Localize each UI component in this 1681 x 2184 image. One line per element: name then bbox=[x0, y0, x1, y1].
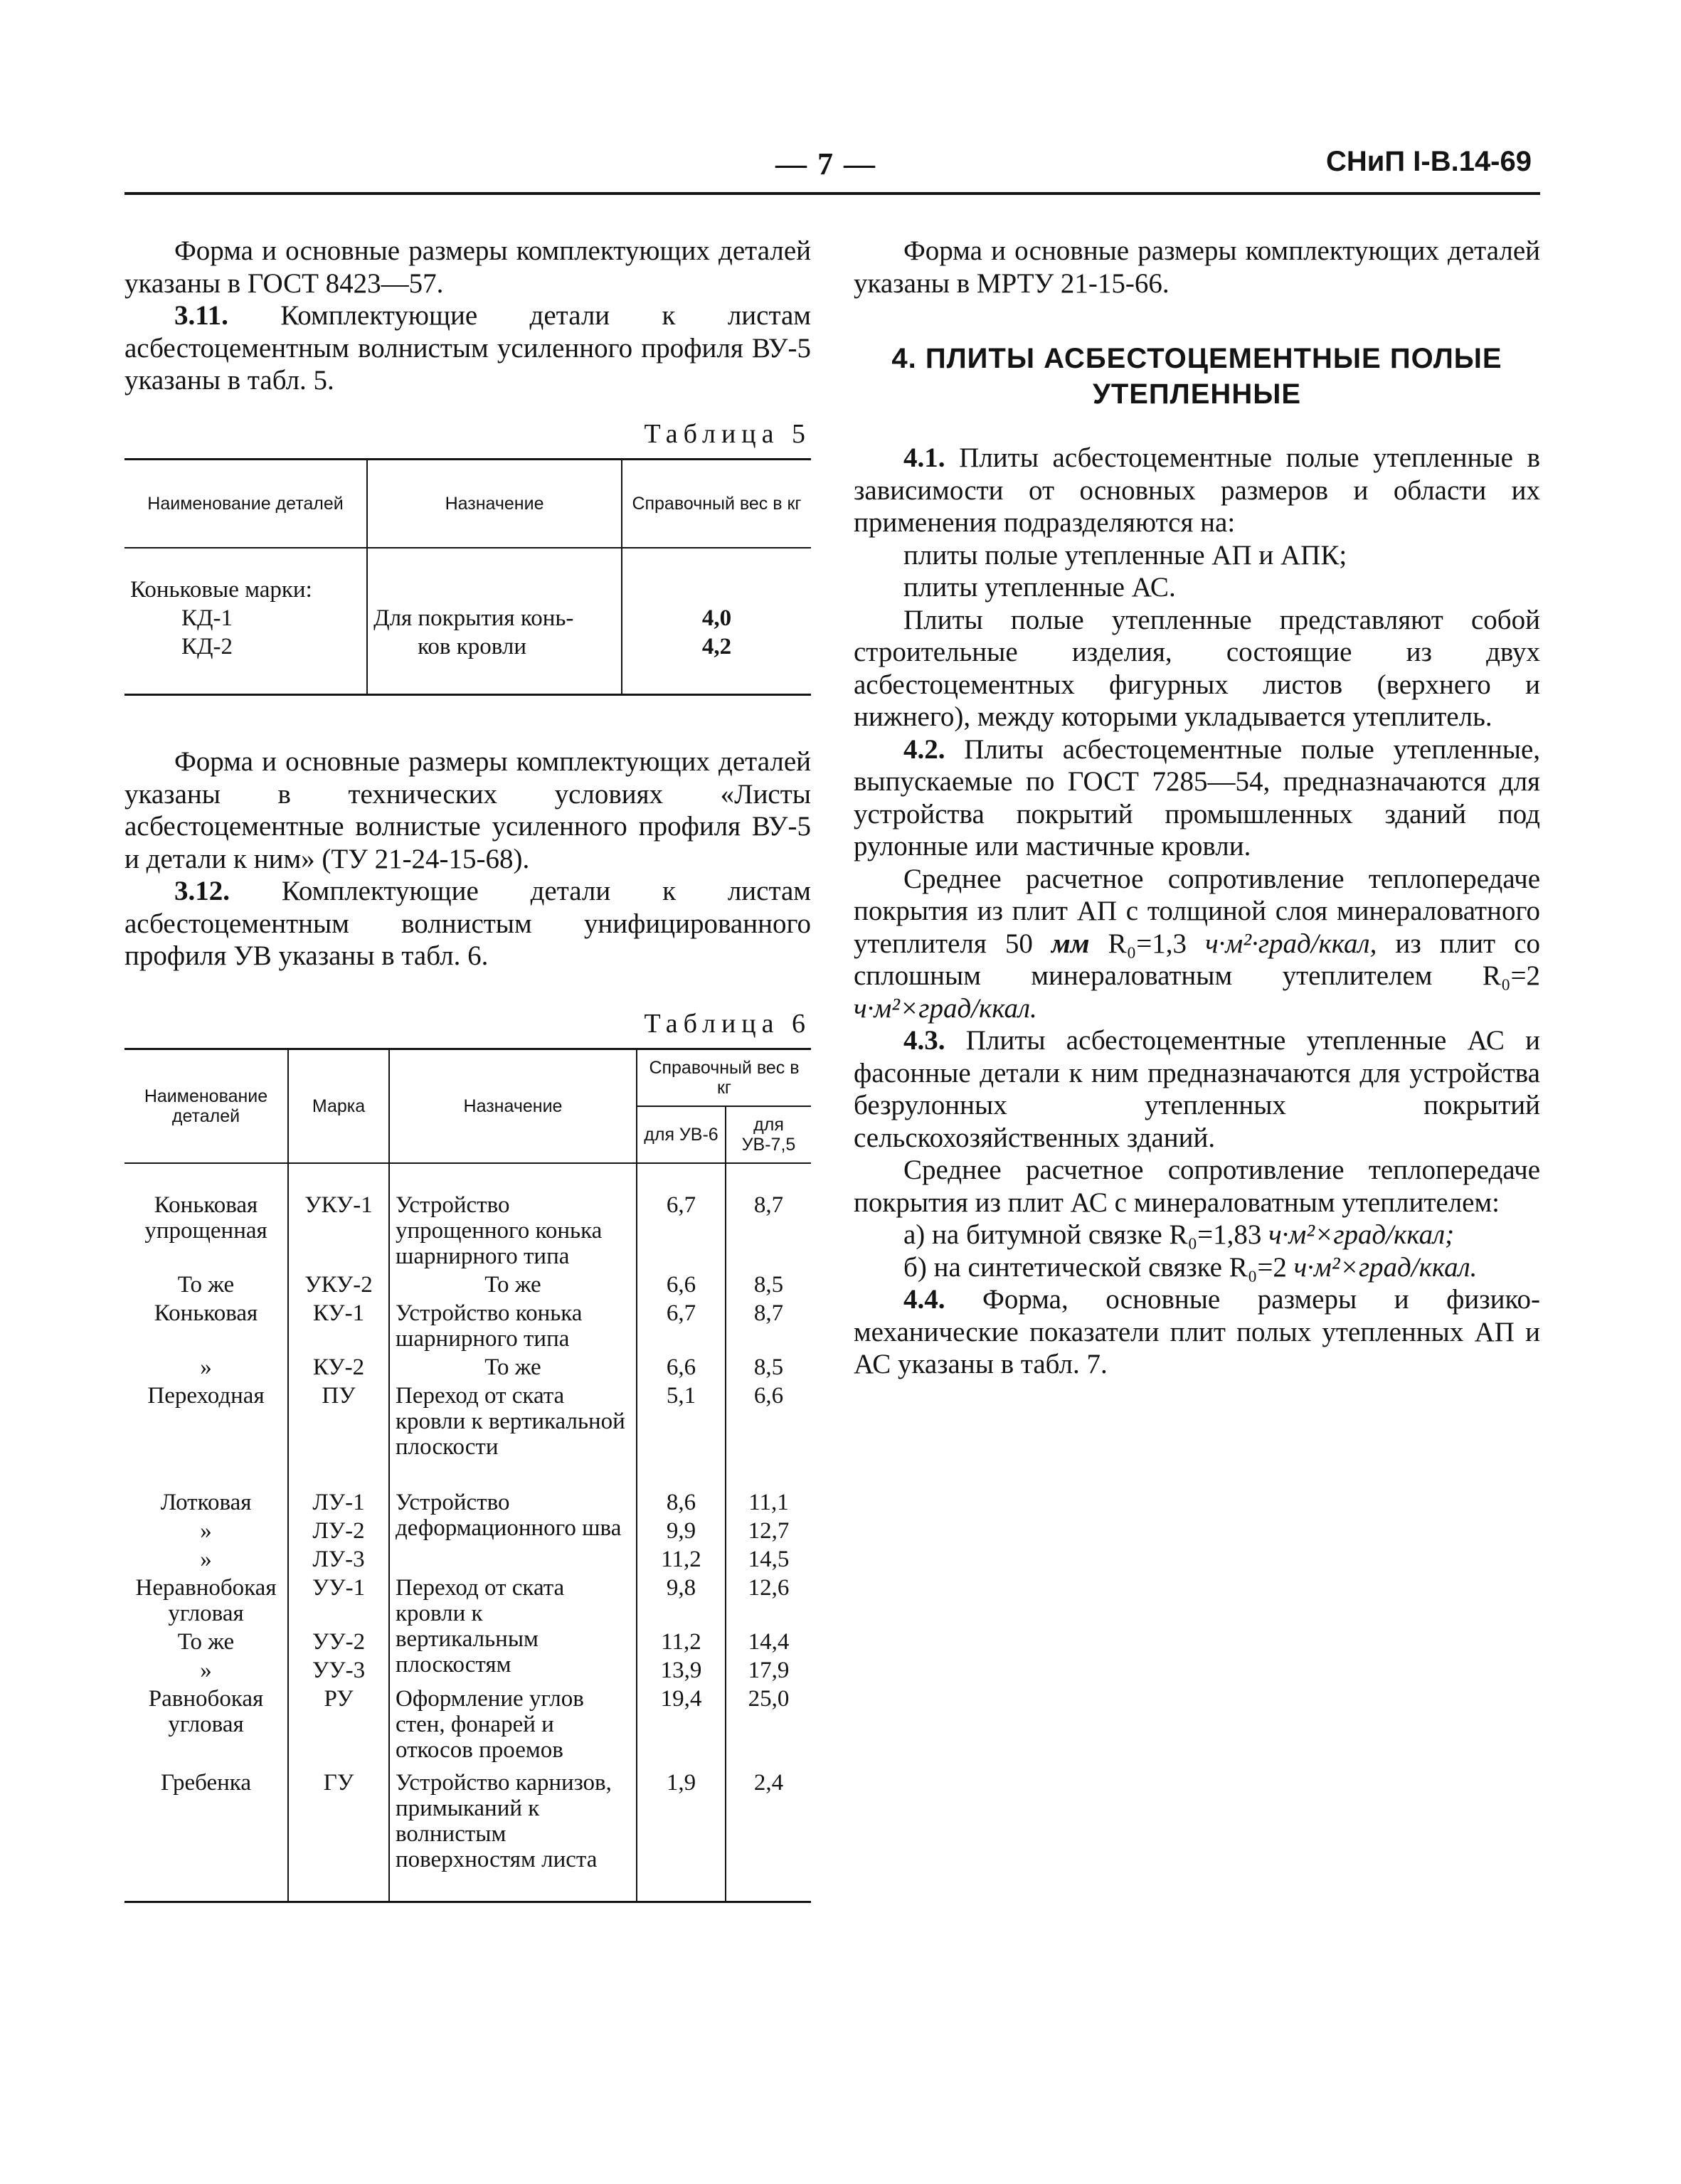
cell-purpose: ков кровли bbox=[367, 632, 622, 661]
cell-mark: РУ bbox=[288, 1685, 389, 1764]
cell-mark: КУ-1 bbox=[288, 1299, 389, 1353]
cell-weight-uv75: 25,0 bbox=[726, 1685, 811, 1764]
table-header-row bbox=[124, 1049, 811, 1106]
cell-purpose: Устройство деформационного шва bbox=[389, 1488, 637, 1574]
right-column bbox=[854, 235, 1540, 1381]
list-item: плиты утепленные АС. bbox=[903, 572, 1176, 603]
cell-weight-uv6: 5,1 bbox=[637, 1382, 726, 1461]
clause-text: Плиты асбестоцементные полые утепленные, выпускаемые по ГОСТ 7285—54, предназначаются для устройства покрытий промышленных зданий под рулонные или мастичные кровли. bbox=[854, 733, 1540, 862]
table-row bbox=[124, 1299, 811, 1353]
cell-weight-uv75: 8,5 bbox=[726, 1271, 811, 1299]
col-header-uv6: для УВ-6 bbox=[637, 1106, 726, 1163]
clause-text: Плиты асбестоцементные полые утепленные в зависимости от основных размеров и области их применения подразделяются на: bbox=[854, 442, 1540, 538]
table-row bbox=[124, 1685, 811, 1764]
paragraph: Среднее расчетное сопротивление теплопередаче покрытия из плит АП с толщиной слоя минераловатного утеплителя 50 мм R₀=1,3 ч·м²·град/ккал, из плит со сплошным минераловатным утеплителем R₀=2 ч·м²×град/ккал. bbox=[854, 863, 1541, 1024]
table-row bbox=[124, 576, 811, 604]
col-header-purpose: Назначение bbox=[367, 459, 622, 548]
table-row bbox=[124, 1488, 811, 1517]
cell-purpose: Устройство конька шарнирного типа bbox=[389, 1299, 637, 1353]
cell-name: Неравнобокая угловая bbox=[124, 1574, 288, 1628]
col-header-uv75: для УВ-7,5 bbox=[726, 1106, 811, 1163]
cell-name: » bbox=[124, 1545, 288, 1574]
cell-weight-uv6: 6,6 bbox=[637, 1353, 726, 1382]
cell-name: КД-2 bbox=[124, 632, 367, 661]
cell-name: Переходная bbox=[124, 1382, 288, 1461]
paragraph-3-11 bbox=[124, 299, 811, 397]
cell-name: » bbox=[124, 1517, 288, 1545]
cell-name: Гребенка bbox=[124, 1764, 288, 1874]
col-header-mark: Марка bbox=[288, 1049, 389, 1163]
cell-name: Коньковая bbox=[124, 1299, 288, 1353]
table-row bbox=[124, 1353, 811, 1382]
paragraph: Форма и основные размеры комплектующих деталей указаны в ГОСТ 8423—57. bbox=[124, 235, 811, 299]
table-6 bbox=[124, 1048, 811, 1903]
cell-weight-uv75: 8,5 bbox=[726, 1353, 811, 1382]
clause-number: 4.1. bbox=[903, 442, 945, 473]
cell-mark: ЛУ-2 bbox=[288, 1517, 389, 1545]
clause-number: 3.11. bbox=[174, 300, 228, 331]
cell-purpose: Переход от ската кровли к вертикальным плоскостям bbox=[389, 1574, 637, 1685]
cell-weight-uv75: 6,6 bbox=[726, 1382, 811, 1461]
table-row bbox=[124, 632, 811, 661]
col-header-weight: Справочный вес в кг bbox=[622, 459, 811, 548]
cell-purpose: Оформление углов стен, фонарей и откосов проемов bbox=[389, 1685, 637, 1764]
col-header-name: Наименование деталей bbox=[124, 459, 367, 548]
cell-weight-uv6: 6,7 bbox=[637, 1299, 726, 1353]
cell-weight-uv75: 12,6 bbox=[726, 1574, 811, 1628]
cell-weight-uv75: 8,7 bbox=[726, 1299, 811, 1353]
col-header-weight: Справочный вес в кг bbox=[637, 1049, 811, 1106]
cell-weight-uv75: 14,4 bbox=[726, 1628, 811, 1656]
cell-weight-uv75: 17,9 bbox=[726, 1656, 811, 1685]
table-6-caption: Таблица 6 bbox=[644, 1008, 811, 1039]
table-row bbox=[124, 1191, 811, 1271]
table-row bbox=[124, 1271, 811, 1299]
cell-weight-uv6: 9,9 bbox=[637, 1517, 726, 1545]
cell-weight-uv6: 19,4 bbox=[637, 1685, 726, 1764]
clause-number: 4.3. bbox=[903, 1025, 945, 1056]
group-label: Коньковые марки: bbox=[124, 576, 367, 604]
cell-name: То же bbox=[124, 1271, 288, 1299]
list-item: а) на битумной связке R₀=1,83 ч·м²×град/ккал; bbox=[903, 1219, 1455, 1250]
cell-mark: УУ-1 bbox=[288, 1574, 389, 1628]
table-row bbox=[124, 604, 811, 632]
cell-weight-uv6: 9,8 bbox=[637, 1574, 726, 1628]
header-rule bbox=[124, 192, 1540, 195]
cell-mark: ЛУ-3 bbox=[288, 1545, 389, 1574]
cell-name: Коньковая упрощенная bbox=[124, 1191, 288, 1271]
table-header-row bbox=[124, 459, 811, 548]
section-heading: 4. ПЛИТЫ АСБЕСТОЦЕМЕНТНЫЕ ПОЛЫЕ УТЕПЛЕННЫЕ bbox=[891, 343, 1502, 410]
left-column bbox=[124, 235, 811, 1903]
cell-weight: 4,0 bbox=[622, 604, 811, 632]
list-item: б) на синтетической связке R₀=2 ч·м²×град/ккал. bbox=[903, 1251, 1478, 1283]
table-row bbox=[124, 1574, 811, 1628]
cell-name: Равнобокая угловая bbox=[124, 1685, 288, 1764]
cell-mark: КУ-2 bbox=[288, 1353, 389, 1382]
paragraph-4-2 bbox=[854, 733, 1540, 863]
paragraph: Среднее расчетное сопротивление теплопередаче покрытия из плит АС с минераловатным утеплителем: bbox=[854, 1155, 1540, 1218]
cell-weight-uv75: 8,7 bbox=[726, 1191, 811, 1271]
paragraph: Плиты полые утепленные представляют собой строительные изделия, состоящие из двух асбестоцементных фигурных листов (верхнего и нижнего), между которыми укладывается утеплитель. bbox=[854, 604, 1540, 732]
cell-name: » bbox=[124, 1656, 288, 1685]
cell-weight-uv6: 6,7 bbox=[637, 1191, 726, 1271]
cell-mark: ПУ bbox=[288, 1382, 389, 1461]
cell-name: Лотковая bbox=[124, 1488, 288, 1517]
table-row bbox=[124, 1382, 811, 1461]
clause-number: 4.2. bbox=[903, 733, 945, 765]
paragraph-4-1 bbox=[854, 442, 1540, 539]
cell-weight-uv6: 1,9 bbox=[637, 1764, 726, 1874]
paragraph-3-12 bbox=[124, 875, 811, 972]
cell-weight-uv75: 2,4 bbox=[726, 1764, 811, 1874]
clause-text: Комплектующие детали к листам асбестоцементным волнистым усиленного профиля ВУ-5 указаны в табл. 5. bbox=[124, 300, 811, 396]
clause-text: Плиты асбестоцементные утепленные АС и фасонные детали к ним предназначаются для устройства безрулонных утепленных покрытий сельскохозяйственных зданий. bbox=[854, 1025, 1540, 1153]
cell-name: То же bbox=[124, 1628, 288, 1656]
clause-text: Форма, основные размеры и физико-механические показатели плит полых утепленных АП и АС указаны в табл. 7. bbox=[854, 1284, 1540, 1379]
cell-mark: УУ-2 bbox=[288, 1628, 389, 1656]
cell-mark: УКУ-1 bbox=[288, 1191, 389, 1271]
clause-number: 4.4. bbox=[903, 1284, 945, 1315]
cell-weight-uv6: 6,6 bbox=[637, 1271, 726, 1299]
paragraph-4-3 bbox=[854, 1024, 1540, 1154]
document-code: СНиП I-В.14-69 bbox=[1326, 146, 1532, 177]
table-row bbox=[124, 1764, 811, 1874]
table-5-caption: Таблица 5 bbox=[644, 418, 811, 449]
clause-number: 3.12. bbox=[174, 876, 230, 906]
cell-mark: ГУ bbox=[288, 1764, 389, 1874]
cell-weight-uv6: 11,2 bbox=[637, 1545, 726, 1574]
cell-purpose: Устройство карнизов, примыканий к волнистым поверхностям листа bbox=[389, 1764, 637, 1874]
paragraph-4-4 bbox=[854, 1283, 1540, 1381]
clause-text: Комплектующие детали к листам асбестоцементным волнистым унифицированного профиля УВ указаны в табл. 6. bbox=[124, 876, 811, 971]
table-5 bbox=[124, 458, 811, 696]
cell-name: » bbox=[124, 1353, 288, 1382]
cell-mark: ЛУ-1 bbox=[288, 1488, 389, 1517]
cell-mark: УКУ-2 bbox=[288, 1271, 389, 1299]
page-number: — 7 — bbox=[775, 147, 876, 181]
cell-name: КД-1 bbox=[124, 604, 367, 632]
cell-weight-uv75: 11,1 bbox=[726, 1488, 811, 1517]
col-header-purpose: Назначение bbox=[389, 1049, 637, 1163]
cell-weight: 4,2 bbox=[622, 632, 811, 661]
paragraph: Форма и основные размеры комплектующих деталей указаны в технических условиях «Листы асбестоцементные волнистые усиленного профиля ВУ-5 и детали к ним» (ТУ 21-24-15-68). bbox=[124, 746, 811, 874]
paragraph: Форма и основные размеры комплектующих деталей указаны в МРТУ 21-15-66. bbox=[854, 235, 1540, 299]
cell-purpose: Для покрытия конь- bbox=[367, 604, 622, 632]
cell-mark: УУ-3 bbox=[288, 1656, 389, 1685]
cell-purpose: Переход от ската кровли к вертикальной плоскости bbox=[389, 1382, 637, 1461]
cell-weight-uv75: 14,5 bbox=[726, 1545, 811, 1574]
list-item: плиты полые утепленные АП и АПК; bbox=[903, 539, 1347, 571]
cell-weight-uv75: 12,7 bbox=[726, 1517, 811, 1545]
cell-purpose: Устройство упрощенного конька шарнирного типа bbox=[389, 1191, 637, 1271]
col-header-name: Наименование деталей bbox=[124, 1049, 288, 1163]
cell-purpose: То же bbox=[389, 1271, 637, 1299]
cell-weight-uv6: 13,9 bbox=[637, 1656, 726, 1685]
cell-purpose: То же bbox=[389, 1353, 637, 1382]
cell-weight-uv6: 11,2 bbox=[637, 1628, 726, 1656]
cell-weight-uv6: 8,6 bbox=[637, 1488, 726, 1517]
